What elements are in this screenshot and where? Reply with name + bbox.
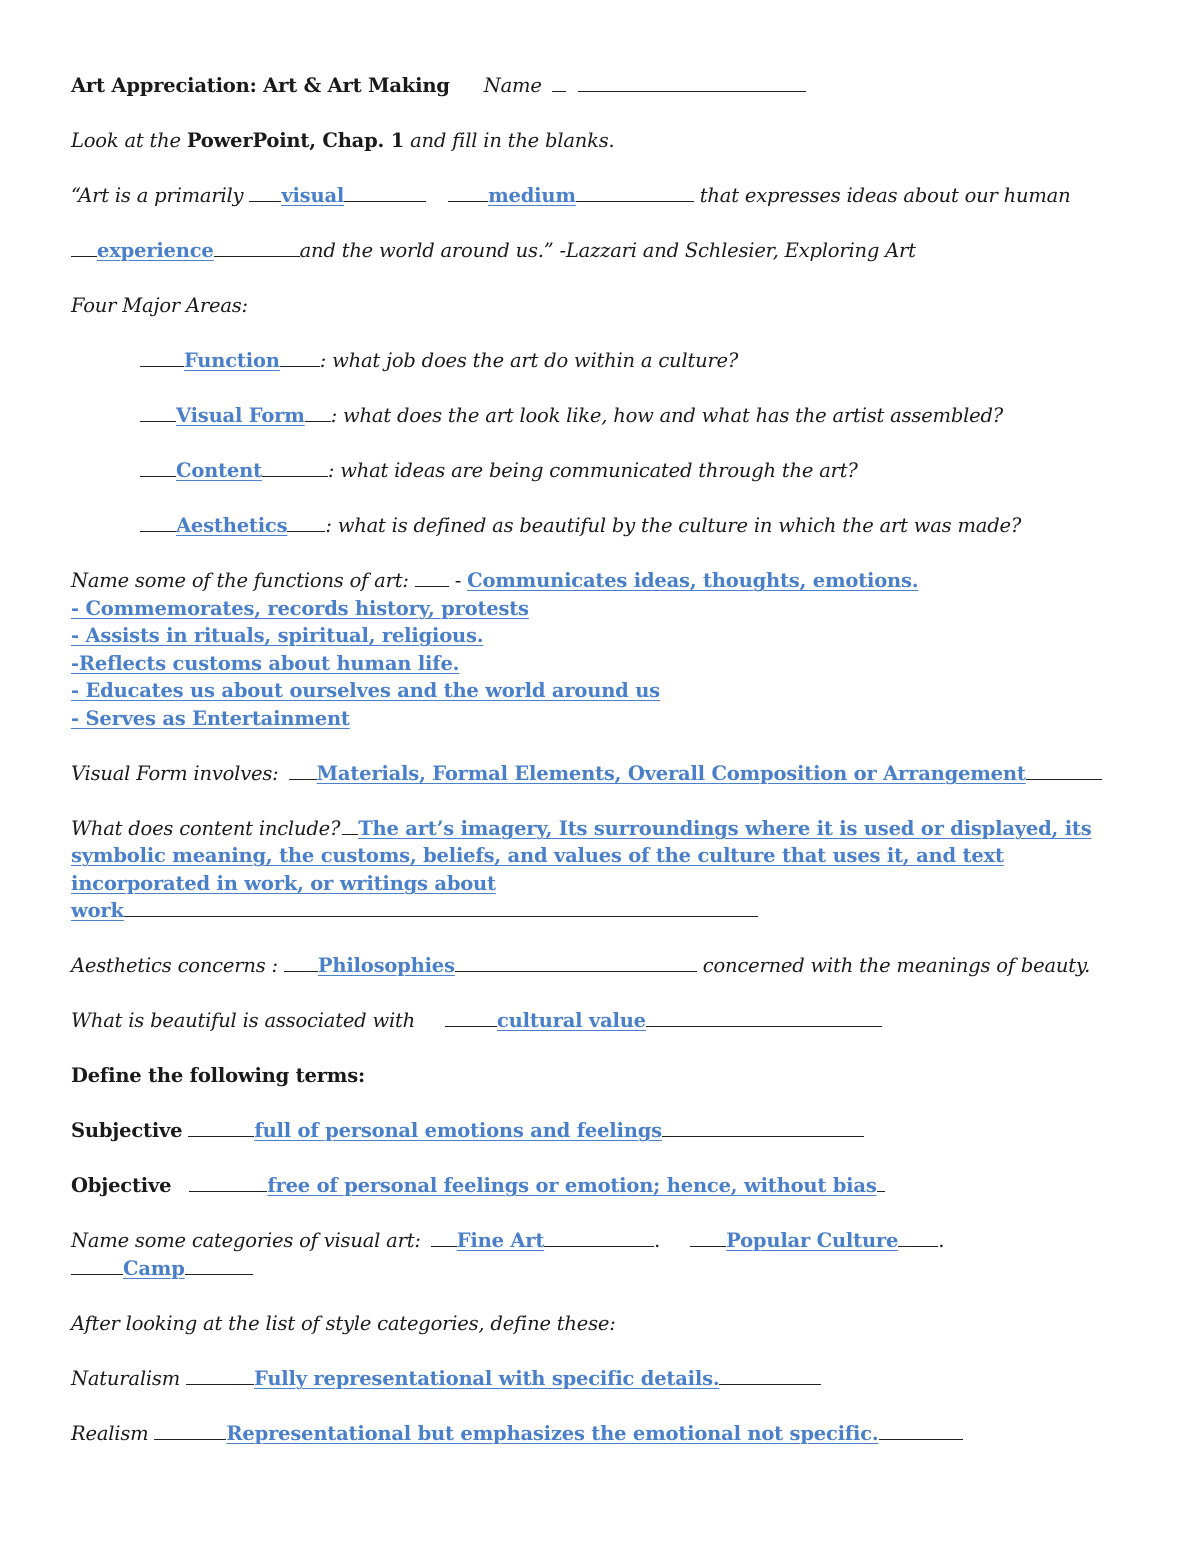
objective-label: Objective: [71, 1174, 172, 1197]
blank: [140, 458, 176, 477]
quote-part2: that expresses ideas about our human: [699, 184, 1071, 207]
blank: [445, 1008, 497, 1027]
blank: [305, 403, 331, 422]
function-answer: - Educates us about ourselves and the world around us: [71, 679, 660, 702]
categories-line-2: [71, 1256, 253, 1282]
period: .: [654, 1229, 661, 1252]
blank: [879, 1421, 963, 1440]
blank: [214, 238, 300, 257]
blank: [186, 1366, 254, 1385]
subjective-answer: full of personal emotions and feelings: [254, 1119, 662, 1142]
quote-line-2: [71, 238, 916, 264]
blank: [431, 1228, 457, 1247]
blank: [280, 348, 320, 367]
function-answer: - Assists in rituals, spiritual, religious.: [71, 624, 484, 647]
blank: [140, 403, 176, 422]
blank: [344, 183, 426, 202]
blank: [284, 953, 318, 972]
blank: [287, 513, 325, 532]
realism-label: Realism: [71, 1422, 149, 1445]
area-text: : what job does the art do within a culture?: [319, 349, 739, 372]
areas-heading: Four Major Areas:: [71, 294, 248, 317]
functions-line: [71, 568, 918, 594]
blank: [185, 1256, 253, 1275]
category-answer: Fine Art: [456, 1229, 545, 1252]
area-item: [140, 348, 738, 374]
blank: [124, 898, 758, 917]
quote-part1: “Art is a primarily: [71, 184, 244, 207]
area-answer: Visual Form: [176, 404, 305, 427]
functions-dash: -: [454, 569, 462, 592]
realism-answer: Representational but emphasizes the emotional not specific.: [226, 1422, 879, 1445]
header-line: [71, 73, 806, 99]
area-item: [140, 403, 1003, 429]
quote-line-1: [71, 183, 1070, 209]
content-answer: The art’s imagery, Its surroundings where it is used or displayed, its: [358, 817, 1092, 840]
aesthetics-answer: Philosophies: [317, 954, 455, 977]
aesthetics-label: Aesthetics concerns :: [71, 954, 278, 977]
blank: [140, 348, 184, 367]
area-answer: Aesthetics: [176, 514, 288, 537]
instructions: [71, 128, 615, 154]
instructions-post: and fill in the blanks.: [404, 129, 615, 152]
blank: [662, 1118, 864, 1137]
naturalism-answer: Fully representational with specific details.: [254, 1367, 720, 1390]
blank: [877, 1173, 885, 1192]
content-answer: symbolic meaning, the customs, beliefs, and values of the culture that uses it, and text: [71, 844, 1004, 867]
beautiful-answer: cultural value: [496, 1009, 646, 1032]
categories-label: Name some categories of visual art:: [71, 1229, 421, 1252]
blank: [189, 1173, 267, 1192]
style-heading: After looking at the list of style categories, define these:: [71, 1312, 616, 1335]
function-answer: -Reflects customs about human life.: [71, 652, 460, 675]
period: .: [938, 1229, 945, 1252]
blank: [71, 1256, 123, 1275]
name-blank-short: [552, 73, 566, 92]
content-answer: work: [71, 899, 124, 922]
instructions-bold: PowerPoint, Chap. 1: [186, 129, 405, 152]
aesthetics-line: [71, 953, 1090, 979]
answer-visual: visual: [281, 184, 345, 207]
area-text: : what does the art look like, how and what has the artist assembled?: [330, 404, 1004, 427]
aesthetics-post: concerned with the meanings of beauty.: [702, 954, 1091, 977]
blank: [448, 183, 488, 202]
blank: [719, 1366, 821, 1385]
area-text: : what is defined as beautiful by the culture in which the art was made?: [325, 514, 1022, 537]
subjective-label: Subjective: [71, 1119, 183, 1142]
area-item: [140, 513, 1021, 539]
beautiful-label: What is beautiful is associated with: [71, 1009, 415, 1032]
blank: [646, 1008, 882, 1027]
blank: [71, 238, 97, 257]
visual-form-answer: Materials, Formal Elements, Overall Composition or Arrangement: [316, 762, 1026, 785]
answer-experience: experience: [97, 239, 214, 262]
naturalism-label: Naturalism: [71, 1367, 181, 1390]
area-answer: Function: [184, 349, 280, 372]
blank: [249, 183, 281, 202]
subjective-line: [71, 1118, 864, 1144]
name-label: Name: [483, 74, 542, 97]
function-answer: - Serves as Entertainment: [71, 707, 350, 730]
function-answer: Communicates ideas, thoughts, emotions.: [467, 569, 919, 592]
blank: [690, 1228, 726, 1247]
name-field[interactable]: [578, 73, 806, 92]
category-answer: Camp: [123, 1257, 185, 1280]
blank: [544, 1228, 654, 1247]
realism-line: [71, 1421, 963, 1447]
objective-answer: free of personal feelings or emotion; hence, without bias: [267, 1174, 877, 1197]
blank: [289, 761, 317, 780]
content-label: What does content include?: [71, 817, 341, 840]
area-item: [140, 458, 858, 484]
define-heading: Define the following terms:: [71, 1064, 365, 1087]
blank: [898, 1228, 938, 1247]
naturalism-line: [71, 1366, 821, 1392]
functions-label: Name some of the functions of art:: [71, 569, 409, 592]
visual-form-label: Visual Form involves:: [71, 762, 279, 785]
blank: [576, 183, 694, 202]
beautiful-line: [71, 1008, 882, 1034]
blank: [415, 568, 449, 587]
blank: [188, 1118, 254, 1137]
blank: [154, 1421, 226, 1440]
objective-line: [71, 1173, 885, 1199]
blank: [140, 513, 176, 532]
content-line-4: [71, 898, 758, 924]
instructions-pre: Look at the: [71, 129, 187, 152]
content-answer: incorporated in work, or writings about: [71, 872, 496, 895]
answer-medium: medium: [488, 184, 576, 207]
function-answer: - Commemorates, records history, protests: [71, 597, 529, 620]
blank: [342, 816, 358, 835]
blank: [262, 458, 328, 477]
categories-line-1: [71, 1228, 944, 1254]
area-text: : what ideas are being communicated through the art?: [327, 459, 858, 482]
blank: [455, 953, 697, 972]
visual-form-line: [71, 761, 1102, 787]
content-line-1: [71, 816, 1092, 842]
quote-part3: and the world around us.” -Lazzari and Schlesier, Exploring Art: [299, 239, 916, 262]
category-answer: Popular Culture: [726, 1229, 899, 1252]
blank: [1026, 761, 1102, 780]
page-title: Art Appreciation: Art & Art Making: [71, 74, 450, 97]
area-answer: Content: [176, 459, 262, 482]
